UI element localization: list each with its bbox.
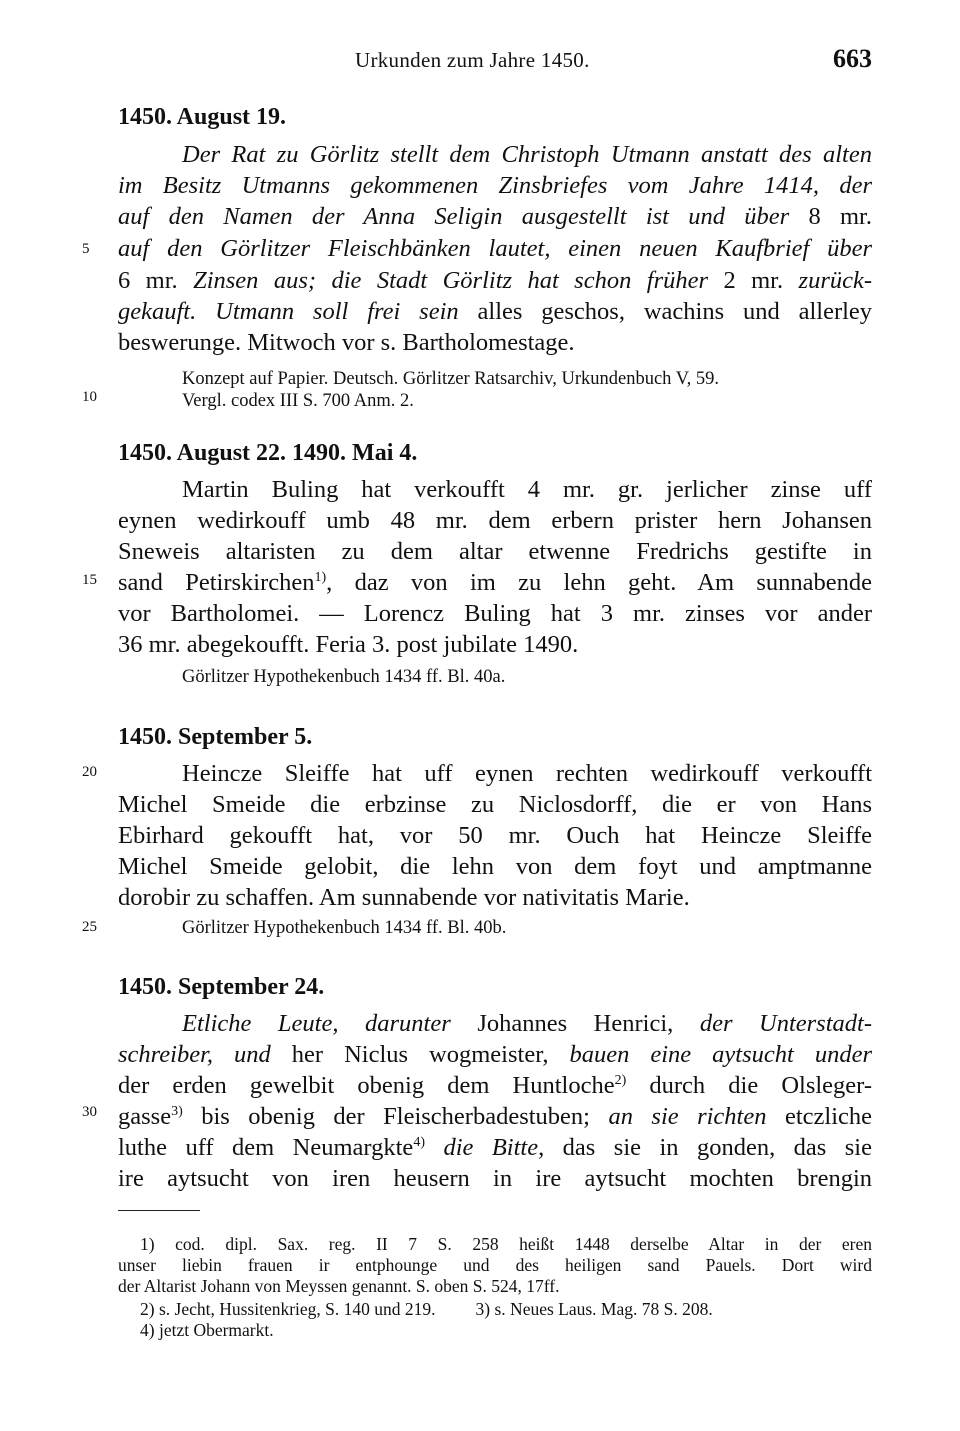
footnote-2: 2) s. Jecht, Hussitenkrieg, S. 140 und 219. (140, 1299, 436, 1319)
regest-text: zurück- (798, 267, 873, 294)
footnote: 1) cod. dipl. Sax. reg. II 7 S. 258 heißt 1448 derselbe Altar in der eren (140, 1234, 872, 1254)
amount: 8 mr. (808, 203, 872, 230)
quote-text: alles geschos, wachins und allerley (477, 298, 873, 325)
text-segment: durch die Olsleger- (649, 1072, 872, 1099)
regest-line: auf den Görlitzer Fleischbänken lautet, einen neuen Kaufbrief über (118, 235, 872, 262)
footnote: der Altarist Johann von Meyssen genannt. S. oben S. 524, 17ff. (118, 1276, 560, 1296)
regest-text: an sie richten (608, 1103, 767, 1130)
line-number: 20 (82, 764, 97, 780)
text-segment: das sie in gonden, das sie (562, 1134, 872, 1161)
line-number: 25 (82, 919, 97, 935)
quote-text: Johannes Henrici, (477, 1010, 674, 1037)
text-line: vor Bartholomei. — Lorencz Buling hat 3 mr. zinses vor ander (118, 600, 872, 627)
amount: 6 mr. (118, 267, 178, 294)
quote-text: her Niclus wogmeister, (291, 1041, 549, 1068)
amount: 2 mr. (723, 267, 784, 294)
entry-date-1450-08-19: 1450. August 19. (118, 104, 287, 130)
footnote-ref: 1) (314, 569, 327, 585)
regest-text: der Unterstadt- (699, 1010, 872, 1037)
regest-text: bauen eine aytsucht under (569, 1041, 872, 1068)
text-line (118, 567, 872, 599)
source-note: Görlitzer Hypothekenbuch 1434 ff. Bl. 40b. (182, 918, 507, 938)
footnote: unser liebin frauen ir entphounge und des heiligen sand Pauels. Dort wird (118, 1255, 872, 1275)
regest-line: Der Rat zu Görlitz stellt dem Christoph Utmann anstatt des alten (182, 141, 872, 168)
text-segment: , daz von im zu lehn geht. Am sunnabende (326, 569, 872, 596)
regest-text: schreiber, und (118, 1041, 271, 1068)
text-segment: gasse (118, 1103, 172, 1130)
regest-text: auf den Namen der Anna Seligin ausgestellt ist und über (118, 203, 790, 230)
text-line: Heincze Sleiffe hat uff eynen rechten wedirkouff verkoufft (182, 760, 872, 787)
footnote (140, 1299, 872, 1320)
entry-date-1450-09-05: 1450. September 5. (118, 724, 313, 750)
text-segment: etczliche (784, 1103, 873, 1130)
line-number: 30 (82, 1104, 97, 1120)
footnote-ref: 3) (171, 1103, 183, 1119)
text-line: ire aytsucht von iren heusern in ire aytsucht mochten brengin (118, 1165, 872, 1192)
text-line: Martin Buling hat verkoufft 4 mr. gr. jerlicher zinse uff (182, 476, 872, 503)
page-number: 663 (833, 44, 872, 73)
text-line: Sneweis altaristen zu dem altar etwenne Fredrichs gestifte in (118, 538, 872, 565)
text-segment: bis obenig der Fleischerbadestuben; (201, 1103, 590, 1130)
entry-date-1450-09-24: 1450. September 24. (118, 974, 325, 1000)
text-line: 36 mr. abegekoufft. Feria 3. post jubilate 1490. (118, 631, 579, 658)
text-line (118, 1070, 872, 1102)
regest-text: Utmann soll frei sein (215, 298, 459, 325)
text-segment: luthe uff dem Neumargkte (118, 1134, 414, 1161)
entry-date-1450-08-22: 1450. August 22. 1490. Mai 4. (118, 440, 418, 466)
running-head (0, 44, 960, 78)
text-line (118, 1101, 872, 1133)
text-line: Michel Smeide die erbzinse zu Niclosdorff, die er von Hans (118, 791, 872, 818)
regest-line (118, 201, 872, 233)
text-line (182, 1008, 872, 1040)
line-number: 5 (82, 241, 90, 257)
text-line (118, 1039, 872, 1071)
text-line: eynen wedirkouff umb 48 mr. dem erbern prister hern Johansen (118, 507, 872, 534)
source-note: Vergl. codex III S. 700 Anm. 2. (182, 391, 414, 411)
footnote-ref: 4) (413, 1134, 425, 1150)
regest-line (118, 265, 872, 297)
text-line: dorobir zu schaffen. Am sunnabende vor nativitatis Marie. (118, 884, 690, 911)
quote-line: beswerunge. Mitwoch vor s. Bartholomestage. (118, 329, 575, 356)
footnote-3: 3) s. Neues Laus. Mag. 78 S. 208. (475, 1299, 713, 1319)
text-line: Michel Smeide gelobit, die lehn von dem foyt und amptmanne (118, 853, 872, 880)
regest-text: gekauft. (118, 298, 197, 325)
footnote-separator (118, 1210, 200, 1211)
source-note: Konzept auf Papier. Deutsch. Görlitzer Ratsarchiv, Urkundenbuch V, 59. (182, 369, 720, 389)
running-head-title: Urkunden zum Jahre 1450. (355, 48, 590, 72)
regest-line: im Besitz Utmanns gekommenen Zinsbriefes vom Jahre 1414, der (118, 172, 872, 199)
regest-text: Etliche Leute, darunter (182, 1010, 451, 1037)
text-line: Ebirhard gekoufft hat, vor 50 mr. Ouch hat Heincze Sleiffe (118, 822, 872, 849)
regest-text: Zinsen aus; die Stadt Görlitz hat schon früher (193, 267, 709, 294)
line-number: 15 (82, 572, 97, 588)
regest-line (118, 296, 872, 328)
footnote-ref: 2) (614, 1072, 627, 1088)
source-note: Görlitzer Hypothekenbuch 1434 ff. Bl. 40a. (182, 667, 506, 687)
regest-text: die Bitte, (443, 1134, 545, 1161)
line-number: 10 (82, 389, 97, 405)
footnote-4: 4) jetzt Obermarkt. (140, 1320, 274, 1340)
text-line (118, 1132, 872, 1164)
text-segment: sand Petirskirchen (118, 569, 315, 596)
text-segment: der erden gewelbit obenig dem Huntloche (118, 1072, 615, 1099)
